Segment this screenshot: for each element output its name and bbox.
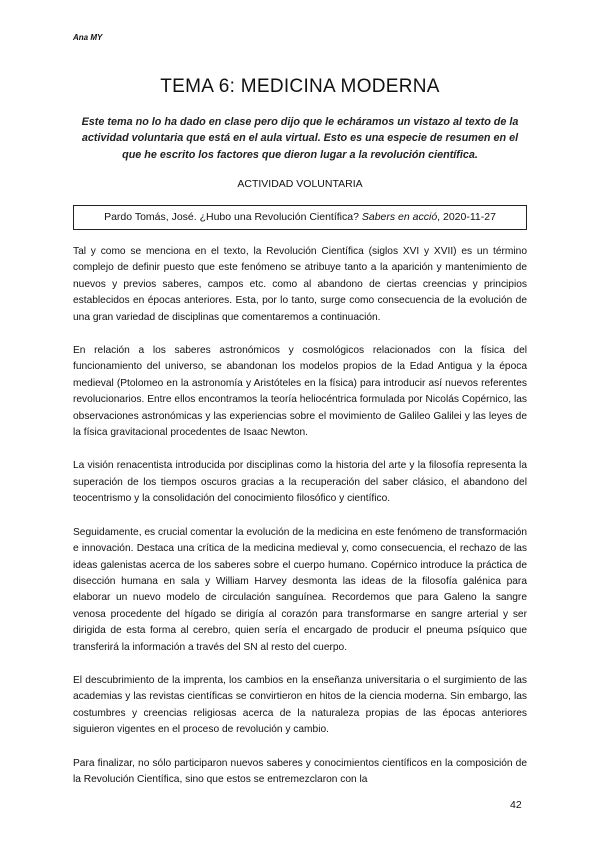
paragraph-4: Seguidamente, es crucial comentar la evolución de la medicina en este fenómeno de transformación e innovación. Destaca una crítica de la medicina medieval y, como consecuencia, el rechazo de las ideas galenistas acerca de los saberes sobre el cuerpo humano. Copérnico introduce la práctica de disección humana en sala y William Harvey desmonta las ideas de la filosofía galénica para elaborar un nuevo modelo de circulación sanguínea. Recordemos que para Galeno la sangre venosa procedente del hígado se dirigía al corazón para transformarse en sangre arterial y ser dirigida de esta forma al cerebro, quien sería el encargado de producir el pneuma psíquico que transferirá la información a través del SN al resto del cuerpo.	[73, 526, 527, 653]
paragraph-5: El descubrimiento de la imprenta, los cambios en la enseñanza universitaria o el surgimiento de las academias y las revistas científicas se convirtieron en hitos de la ciencia moderna. Sin embargo, las costumbres y creencias religiosas acerca de la naturaleza propias de las épocas anteriores siguieron vigentes en el proceso de revolución y cambio.	[73, 674, 527, 736]
activity-heading: ACTIVIDAD VOLUNTARIA	[237, 178, 363, 190]
author-label: Ana MY	[73, 33, 103, 42]
reference-date: , 2020-11-27	[437, 211, 496, 223]
body-text	[73, 244, 527, 805]
intro-note: Este tema no lo ha dado en clase pero dijo que le echáramos un vistazo al texto de la actividad voluntaria que está en el aula virtual. Esto es una especie de resumen en el que he escrito los factores que dieron lugar a la revolución científica.	[81, 116, 519, 161]
paragraph-3: La visión renacentista introducida por disciplinas como la historia del arte y la filosofía representa la superación de los tiempos oscuros gracias a la recuperación del saber clásico, el abandono del teocentrismo y la consolidación del conocimiento filosófico y científico.	[73, 460, 527, 505]
paragraph-6: Para finalizar, no sólo participaron nuevos saberes y conocimientos científicos en la composición de la Revolución Científica, sino que estos se entremezclaron con la	[73, 757, 527, 785]
reference-source: Sabers en acció	[361, 211, 438, 223]
reference-text: Pardo Tomás, José. ¿Hubo una Revolución Científica?	[104, 211, 362, 223]
page-number: 42	[510, 799, 522, 811]
reference-box	[73, 205, 527, 230]
page-title: TEMA 6: MEDICINA MODERNA	[160, 76, 440, 97]
paragraph-1: Tal y como se menciona en el texto, la Revolución Científica (siglos XVI y XVII) es un término complejo de definir puesto que este fenómeno se atribuye tanto a la aparición y mantenimiento de nuevos y previos saberes, campos etc. como al abandono de ciertas creencias y principios establecidos en épocas anteriores. Esta, por lo tanto, surge como consecuencia de la evolución de una gran variedad de disciplinas que comentaremos a continuación.	[73, 246, 527, 323]
paragraph-2: En relación a los saberes astronómicos y cosmológicos relacionados con la física del funcionamiento del universo, se abandonan los modelos propios de la Edad Antigua y la época medieval (Ptolomeo en la astronomía y Aristóteles en la física) para introducir así nuevos referentes revolucionarios. Entre ellos encontramos la teoría heliocéntrica formulada por Nicolás Copérnico, las observaciones astronómicas y las experiencias sobre el movimiento de Galileo Galilei y las leyes de la física gravitacional procedentes de Isaac Newton.	[73, 345, 527, 439]
